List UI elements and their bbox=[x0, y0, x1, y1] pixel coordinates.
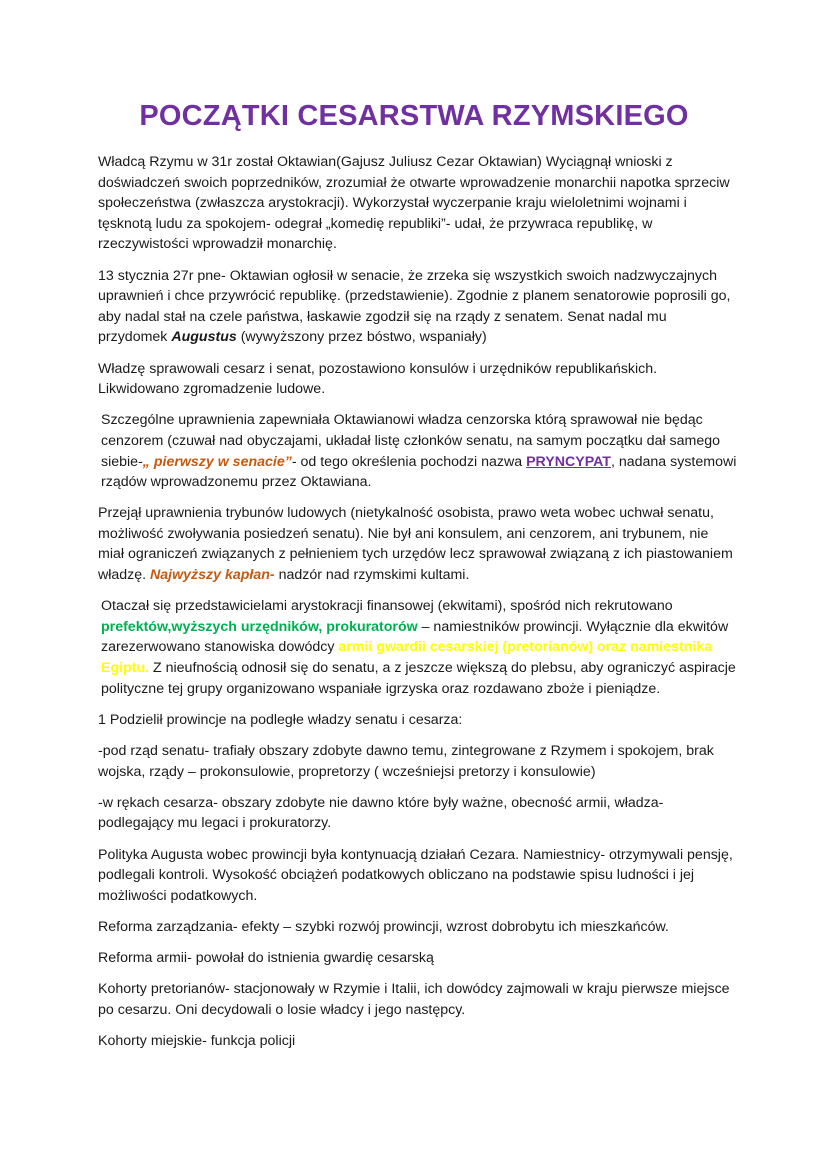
first-in-senate-highlight: „ pierwszy w senacie” bbox=[142, 453, 292, 470]
high-priest-highlight: Najwyższy kapłan- bbox=[150, 567, 275, 584]
paragraph-10: Polityka Augusta wobec prowincji była kontynuacją działań Cezara. Namiestnicy- otrzymywali pensję, podlegali kontroli. Wysokość obciążeń podatkowych obliczano na podstawie spisu ludności i jej możliwości podatkowych. bbox=[98, 846, 733, 904]
paragraph-4-text: Szczególne uprawnienia zapewniała Oktawianowi władza cenzorska którą sprawował nie będąc cenzorem (czuwał nad obyczajami, układał listę członków senatu, na samym początku dał samego siebie- bbox=[101, 412, 721, 470]
paragraph-4-after: , nadana systemowi rządów wprowadzonemu przez Oktawiana. bbox=[101, 453, 737, 491]
paragraph-14: Kohorty miejskie- funkcja policji bbox=[98, 1033, 296, 1050]
paragraph-2 bbox=[98, 266, 738, 348]
paragraph-6 bbox=[98, 596, 738, 699]
paragraph-2-after: (wywyższony przez bóstwo, wspaniały) bbox=[236, 329, 487, 346]
paragraph-5 bbox=[98, 503, 738, 585]
paragraph-1: Władcą Rzymu w 31r został Oktawian(Gajusz Juliusz Cezar Oktawian) Wyciągnął wnioski z doświadczeń swoich poprzedników, zrozumiał że otwarte wprowadzenie monarchii napotka sprzeciw społeczeństwa (zwłaszcza arystokracji). Wykorzystał wyczerpanie kraju wieloletnimi wojnami i tęsknotą ludu za spokojem- odegrał „komedię republiki”- udał, że przywraca republikę, w rzeczywistości wprowadził monarchię. bbox=[98, 154, 730, 253]
paragraph-6-middle: – namiestników prowincji. Wyłącznie dla ekwitów zarezerwowano stanowiska dowódcy bbox=[101, 618, 729, 656]
praetorian-highlight: armii gwardii cesarskiej (pretorianów) oraz namiestnika Egiptu. bbox=[101, 639, 713, 677]
paragraph-3: Władzę sprawowali cesarz i senat, pozostawiono konsulów i urzędników republikańskich. Likwidowano zgromadzenie ludowe. bbox=[98, 360, 658, 398]
pryncypat-term: PRYNCYPAT bbox=[526, 453, 611, 470]
officials-highlight: prefektów,wyższych urzędników, prokuratorów bbox=[101, 618, 418, 635]
paragraph-4 bbox=[98, 410, 738, 492]
augustus-term: Augustus bbox=[171, 329, 237, 346]
paragraph-6-after: Z nieufnością odnosił się do senatu, a z jeszcze większą do plebsu, aby ograniczyć aspiracje polityczne tej grupy organizowano wspaniałe igrzyska oraz rozdawano zboże i pieniądze. bbox=[101, 660, 736, 697]
paragraph-5-after: nadzór nad rzymskimi kultami. bbox=[274, 567, 470, 584]
page-title: POCZĄTKI CESARSTWA RZYMSKIEGO bbox=[139, 100, 689, 132]
paragraph-12: Reforma armii- powołał do istnienia gwardię cesarską bbox=[98, 950, 434, 967]
paragraph-2-text: 13 stycznia 27r pne- Oktawian ogłosił w senacie, że zrzeka się wszystkich swoich nadzwyczajnych uprawnień i chce przywrócić republikę. (przedstawienie). Zgodnie z planem senatorowie poprosili go, aby nadal stał na czele państwa, łaskawie zgodził się na rządy z senatem. Senat nadal mu przydomek bbox=[98, 267, 731, 346]
paragraph-7: 1 Podzielił prowincje na podległe władzy senatu i cesarza: bbox=[98, 711, 463, 728]
paragraph-8: -pod rząd senatu- trafiały obszary zdobyte dawno temu, zintegrowane z Rzymem i spokojem, brak wojska, rządy – prokonsulowie, propretorzy ( wcześniejsi pretorzy i konsulowie) bbox=[98, 743, 714, 780]
paragraph-11: Reforma zarządzania- efekty – szybki rozwój prowincji, wzrost dobrobytu ich mieszkańców. bbox=[98, 918, 669, 935]
paragraph-4-middle: - od tego określenia pochodzi nazwa bbox=[291, 453, 527, 470]
paragraph-6-text: Otaczał się przedstawicielami arystokracji finansowej (ekwitami), spośród nich rekrutowano bbox=[101, 598, 673, 615]
paragraph-5-text: Przejął uprawnienia trybunów ludowych (nietykalność osobista, prawo weta wobec uchwał senatu, możliwość zwoływania posiedzeń senatu). Nie był ani konsulem, ani cenzorem, ani trybunem, nie miał ograniczeń związanych z pełnieniem tych urzędów lecz sprawował związaną z ich piastowaniem władzę. bbox=[98, 505, 733, 584]
document-body bbox=[98, 152, 738, 1062]
paragraph-9: -w rękach cesarza- obszary zdobyte nie dawno które były ważne, obecność armii, władza- podlegający mu legaci i prokuratorzy. bbox=[98, 794, 664, 832]
paragraph-13: Kohorty pretorianów- stacjonowały w Rzymie i Italii, ich dowódcy zajmowali w kraju pierwsze miejsce po cesarzu. Oni decydowali o losie władcy i jego następcy. bbox=[98, 981, 730, 1018]
